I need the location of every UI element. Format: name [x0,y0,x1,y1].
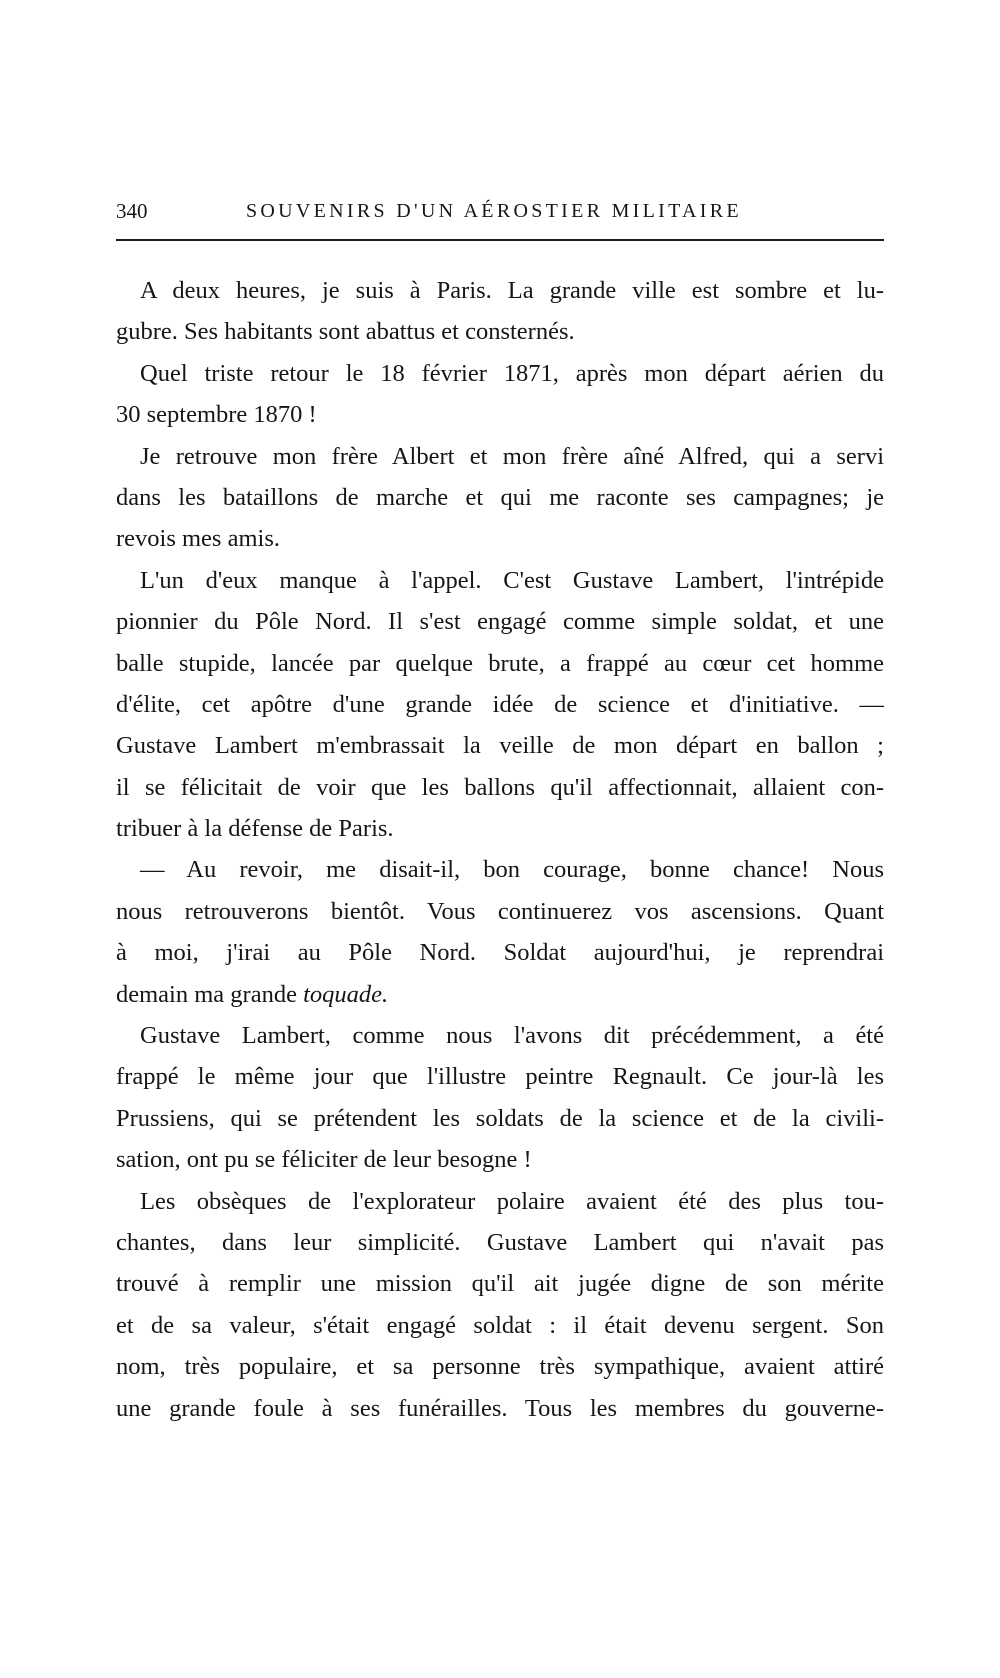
text-line-content: Je retrouve mon frère Albert et mon frère aîné Alfred, qui a servi [140,442,884,470]
text-line [116,974,884,1015]
text-line-content: trouvé à remplir une mission qu'il ait jugée digne de son mérite [116,1270,884,1298]
text-line-content: une grande foule à ses funérailles. Tous les membres du gouverne- [116,1394,884,1422]
running-title: SOUVENIRS D'UN AÉROSTIER MILITAIRE [246,200,742,222]
text-line [116,1181,884,1222]
text-line [116,891,884,932]
text-line [116,1139,884,1180]
text-line-content: d'élite, cet apôtre d'une grande idée de science et d'initiative. — [116,690,884,718]
text-line [116,353,884,394]
text-line [116,643,884,684]
text-line-content: à moi, j'irai au Pôle Nord. Soldat aujourd'hui, je reprendrai [116,939,884,967]
text-line [116,1388,884,1429]
text-line [116,601,884,642]
text-line [116,1056,884,1097]
text-line [116,767,884,808]
text-line [116,1222,884,1263]
text-line [116,1305,884,1346]
text-line-content: il se félicitait de voir que les ballons qu'il affectionnait, allaient con- [116,773,884,801]
text-line-content: demain ma grande [116,980,304,1008]
page-number: 340 [116,199,148,223]
text-line-content: A deux heures, je suis à Paris. La grande ville est sombre et lu- [140,277,884,304]
text-line-content: Gustave Lambert, comme nous l'avons dit précédemment, a été [140,1022,884,1050]
text-line-content: 30 septembre 1870 ! [116,401,317,429]
text-line-content: Prussiens, qui se prétendent les soldats de la science et de la civili- [116,1104,884,1132]
text-line [116,518,884,559]
text-line [116,1098,884,1139]
text-line [116,560,884,601]
text-line-content: — Au revoir, me disait-il, bon courage, bonne chance! Nous [140,856,884,884]
text-line [116,270,884,311]
text-line-content: dans les bataillons de marche et qui me raconte ses campagnes; je [116,483,884,511]
text-line [116,477,884,518]
text-line [116,1263,884,1304]
text-line-content: sation, ont pu se féliciter de leur besogne ! [116,1146,532,1174]
header-rule [116,239,884,241]
text-line-content: gubre. Ses habitants sont abattus et consternés. [116,318,575,346]
text-line-content: tribuer à la défense de Paris. [116,815,394,843]
text-line-content: Gustave Lambert m'embrassait la veille de mon départ en ballon ; [116,732,884,760]
text-line-content: Quel triste retour le 18 février 1871, après mon départ aérien du [140,359,884,387]
text-line [116,725,884,766]
text-line [116,684,884,725]
text-line-content: pionnier du Pôle Nord. Il s'est engagé comme simple soldat, et une [116,608,884,636]
text-line [116,1346,884,1387]
text-line [116,1015,884,1056]
text-line-content: balle stupide, lancée par quelque brute, a frappé au cœur cet homme [116,649,884,677]
italic-word: toquade. [303,980,389,1008]
text-line [116,436,884,477]
text-line-content: frappé le même jour que l'illustre peintre Regnault. Ce jour-là les [116,1063,884,1091]
text-line-content: Les obsèques de l'explorateur polaire avaient été des plus tou- [140,1187,884,1215]
text-line [116,849,884,890]
text-line [116,808,884,849]
text-line-content: chantes, dans leur simplicité. Gustave Lambert qui n'avait pas [116,1228,884,1256]
text-line [116,311,884,352]
text-line-content: et de sa valeur, s'était engagé soldat : il était devenu sergent. Son [116,1311,884,1339]
text-line-content: L'un d'eux manque à l'appel. C'est Gustave Lambert, l'intrépide [140,566,884,594]
text-line [116,394,884,435]
text-line-content: nous retrouverons bientôt. Vous continuerez vos ascensions. Quant [116,897,884,925]
body-text [116,270,884,1429]
text-line-content: revois mes amis. [116,525,280,553]
text-line [116,932,884,973]
running-head [116,196,884,226]
text-line-content: nom, très populaire, et sa personne très sympathique, avaient attiré [116,1353,884,1381]
